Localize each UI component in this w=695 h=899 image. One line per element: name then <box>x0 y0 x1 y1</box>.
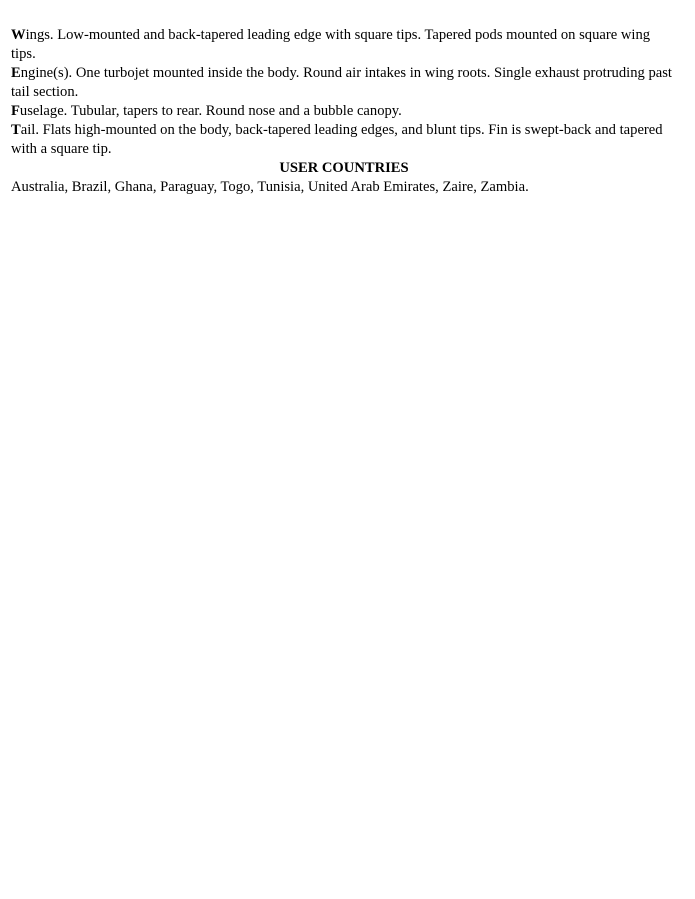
engines-initial: E <box>11 65 21 81</box>
engines-text: ngine(s). One turbojet mounted inside the body. Round air intakes in wing roots. Single exhaust protruding past tail section. <box>11 65 672 100</box>
wings-initial: W <box>11 27 26 43</box>
fuselage-text: uselage. Tubular, tapers to rear. Round nose and a bubble canopy. <box>19 103 402 119</box>
tail-initial: T <box>11 122 21 138</box>
fuselage-paragraph <box>11 102 677 121</box>
fuselage-initial: F <box>11 103 20 119</box>
engines-paragraph <box>11 64 677 102</box>
user-countries-list: Australia, Brazil, Ghana, Paraguay, Togo, Tunisia, United Arab Emirates, Zaire, Zambia. <box>11 179 529 195</box>
wings-text: ings. Low-mounted and back-tapered leading edge with square tips. Tapered pods mounted on square wing tips. <box>11 27 651 62</box>
document-page <box>11 26 677 197</box>
tail-text: ail. Flats high-mounted on the body, back-tapered leading edges, and blunt tips. Fin is swept-back and tapered with a square tip. <box>11 122 663 157</box>
wings-paragraph <box>11 26 677 64</box>
user-countries-heading: USER COUNTRIES <box>279 160 409 176</box>
tail-paragraph <box>11 121 677 159</box>
